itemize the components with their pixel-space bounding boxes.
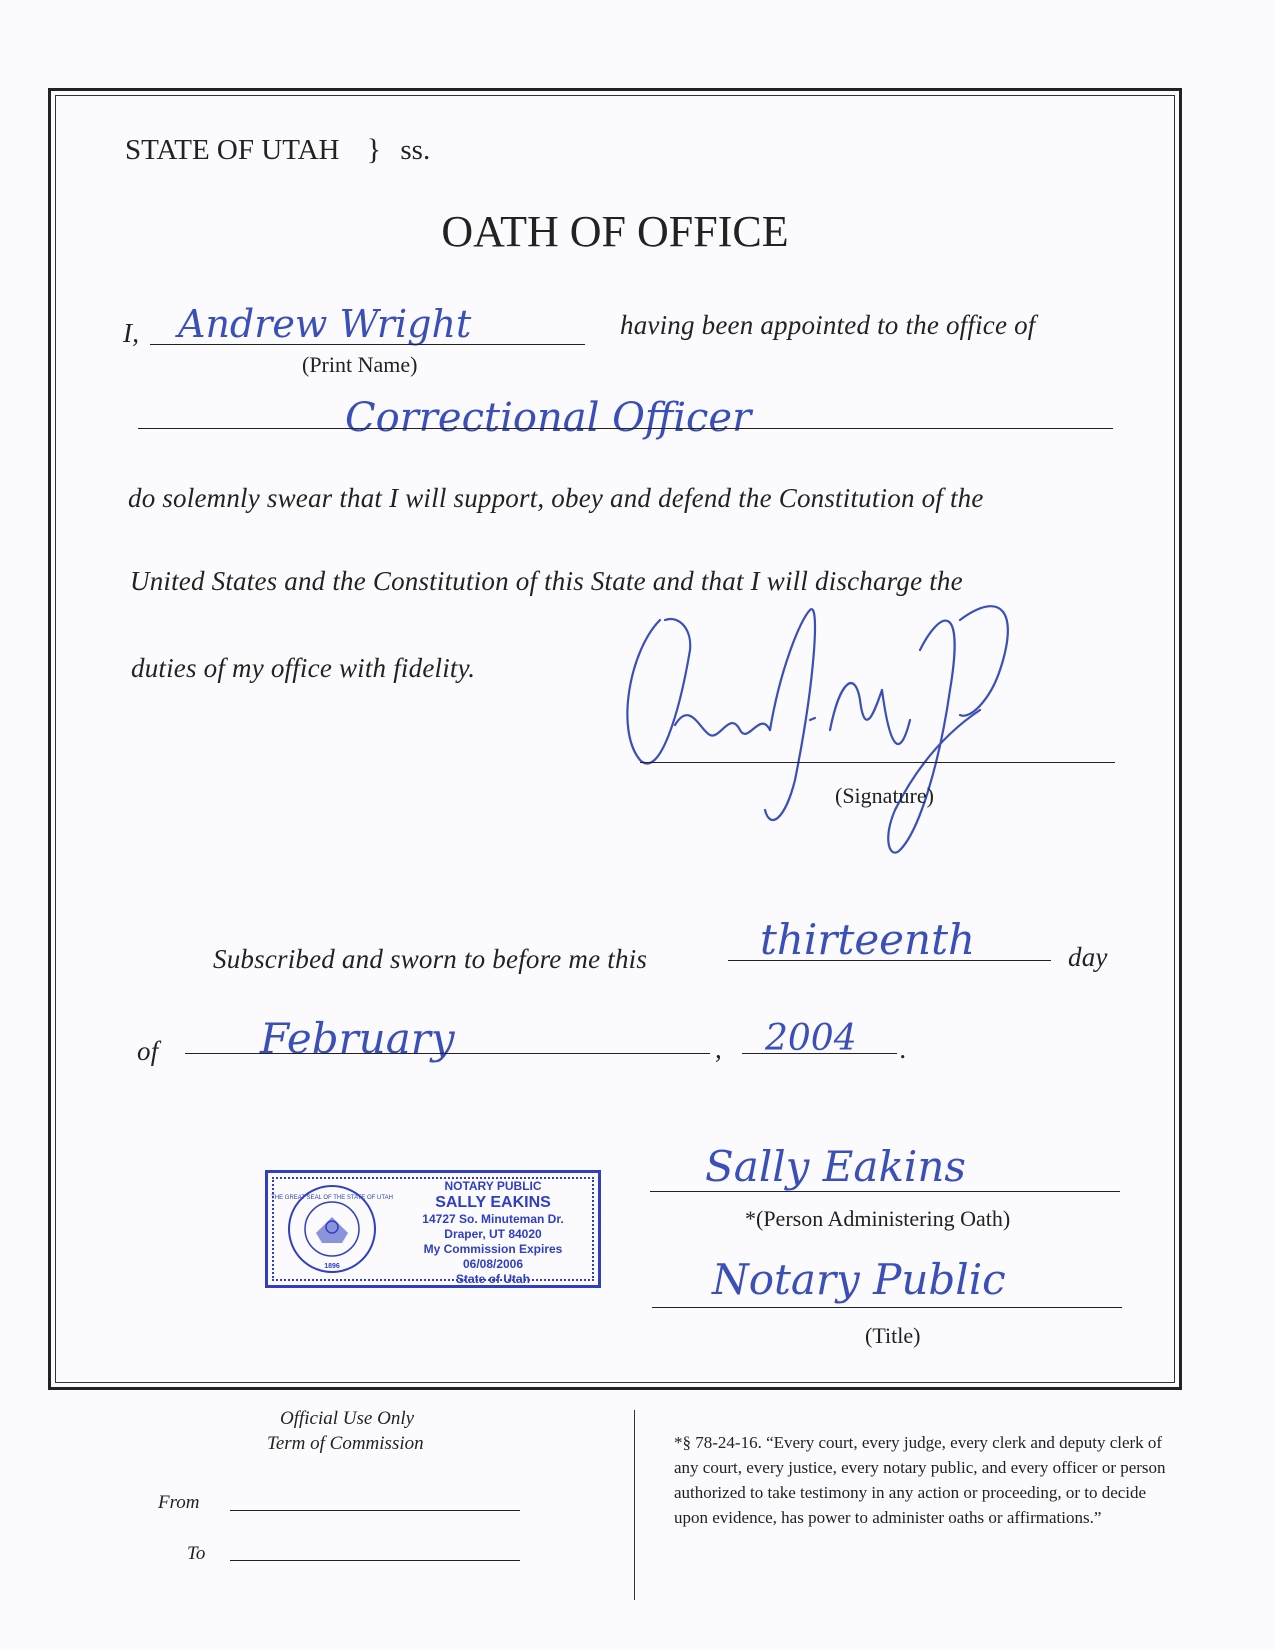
date-period: . — [900, 1034, 907, 1064]
administering-value[interactable]: Sally Eakins — [705, 1142, 966, 1191]
stamp-line-4: Draper, UT 84020 — [444, 1227, 542, 1241]
month-line — [185, 1053, 710, 1054]
brace-symbol: } — [366, 133, 382, 166]
from-line[interactable] — [230, 1510, 520, 1511]
to-label: To — [187, 1543, 206, 1564]
administering-caption: *(Person Administering Oath) — [745, 1206, 1011, 1231]
notary-stamp — [265, 1170, 601, 1288]
office-line — [138, 428, 1113, 429]
date-comma: , — [715, 1034, 722, 1064]
state-name: STATE OF UTAH — [125, 134, 340, 166]
day-value[interactable]: thirteenth — [760, 915, 976, 964]
statute-text: *§ 78-24-16. “Every court, every judge, every clerk and deputy clerk of any court, every justice, every notary public, and every officer or person authorized to take testimony in any action or proceeding, or to decide upon evidence, has power to administer oaths or affirmations.” — [674, 1433, 1166, 1527]
print-name-value[interactable]: Andrew Wright — [178, 302, 472, 346]
state-heading — [125, 133, 430, 167]
stamp-line-5: My Commission Expires 06/08/2006 — [423, 1242, 563, 1271]
signature-graphic — [620, 590, 1090, 870]
stamp-line-3: 14727 So. Minuteman Dr. — [422, 1212, 564, 1226]
year-value[interactable]: 2004 — [765, 1018, 857, 1059]
of-prefix: of — [137, 1036, 159, 1066]
stamp-line-1: NOTARY PUBLIC — [444, 1179, 542, 1193]
oath-line-3: duties of my office with fidelity. — [131, 653, 476, 683]
title-line — [652, 1307, 1122, 1308]
title-value[interactable]: Notary Public — [712, 1255, 1006, 1304]
print-name-line — [150, 344, 585, 345]
day-suffix: day — [1068, 942, 1108, 972]
stamp-text-block — [398, 1179, 588, 1287]
seal-year: 1896 — [324, 1263, 340, 1270]
page-title: OATH OF OFFICE — [441, 207, 789, 256]
seal-ring-text: THE GREAT SEAL OF THE STATE OF UTAH — [271, 1195, 393, 1201]
year-line — [742, 1053, 897, 1054]
oath-line-1: do solemnly swear that I will support, obey and defend the Constitution of the — [128, 483, 984, 513]
official-heading-2: Term of Commission — [267, 1433, 424, 1454]
print-name-caption: (Print Name) — [302, 352, 418, 377]
from-label: From — [158, 1492, 200, 1513]
stamp-line-6: State of Utah — [455, 1272, 530, 1286]
signature-caption: (Signature) — [835, 783, 934, 808]
section-divider — [634, 1410, 635, 1600]
title-caption: (Title) — [865, 1323, 921, 1348]
to-line[interactable] — [230, 1560, 520, 1561]
day-line — [728, 960, 1051, 961]
utah-seal-icon — [271, 1183, 393, 1275]
official-heading-1: Official Use Only — [280, 1408, 415, 1429]
ss-label: ss. — [400, 134, 431, 166]
i-prefix: I, — [123, 318, 140, 348]
appointed-text: having been appointed to the office of — [620, 310, 1036, 340]
signature-line — [640, 762, 1115, 763]
sworn-prefix: Subscribed and sworn to before me this — [213, 944, 648, 974]
stamp-line-2: SALLY EAKINS — [435, 1194, 551, 1211]
administering-line — [650, 1191, 1120, 1192]
oath-line-2: United States and the Constitution of this State and that I will discharge the — [130, 566, 963, 596]
month-value[interactable]: February — [260, 1014, 455, 1063]
office-value[interactable]: Correctional Officer — [345, 395, 752, 441]
